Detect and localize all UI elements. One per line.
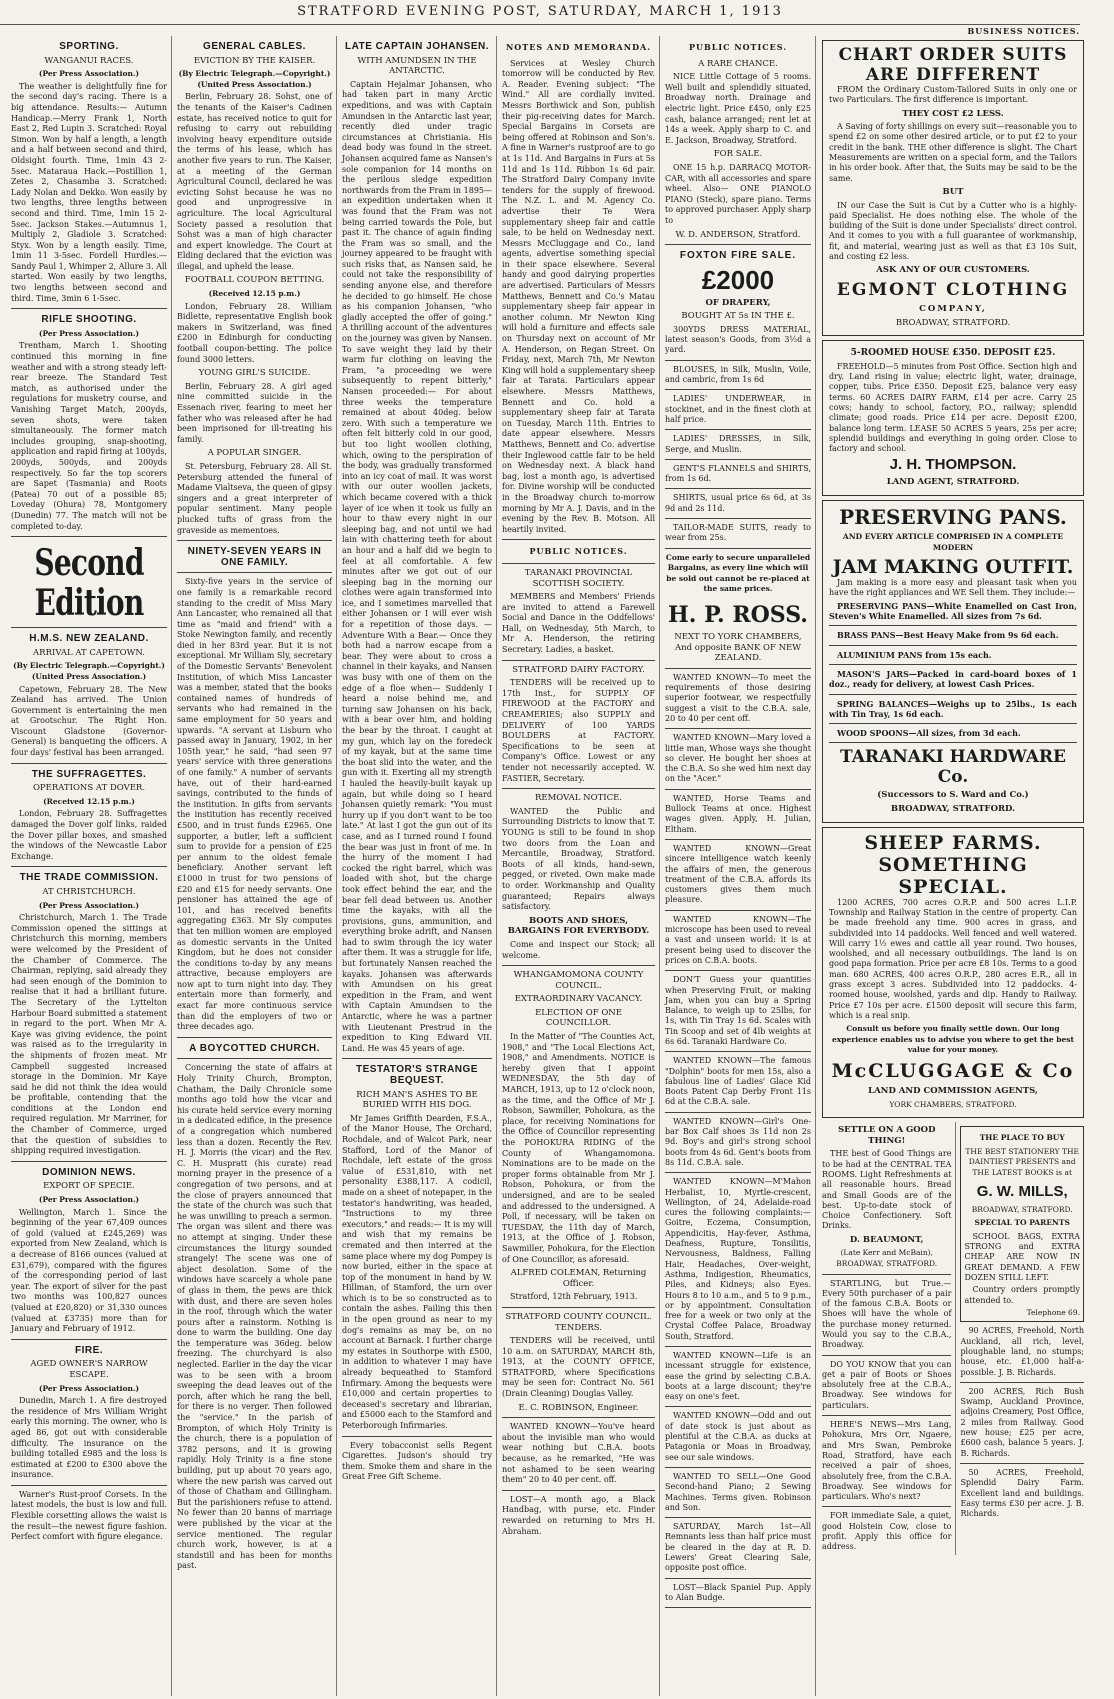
divider bbox=[502, 1417, 655, 1418]
advertiser-name: H. P. ROSS. bbox=[668, 602, 808, 628]
section-heading: PUBLIC NOTICES. bbox=[689, 42, 787, 52]
classified-ad: WANTED KNOWN—Life is an incessant struggle for existence, ease the grind by selecting C.B.A. boots at a large discount; they're easy on one's feet. bbox=[665, 1351, 811, 1402]
section-heading: THE SUFFRAGETTES. bbox=[31, 768, 147, 780]
ad-body: SCHOOL BAGS, EXTRA STRONG and EXTRA CHEAP ARE NOW IN GREAT DEMAND. A FEW DOZEN STILL LEFT. bbox=[964, 1231, 1080, 1282]
divider bbox=[665, 728, 811, 729]
ad-title: SOMETHING SPECIAL. bbox=[878, 853, 1028, 898]
divider bbox=[11, 1339, 167, 1340]
article-body: The weather is delightfully fine for the second day's racing. There is a big attendance. Results:— Autumn Handicap.—Merry Frank 1, North East 2, Red Lupin 3. Scratched: Royal Simon. Won by half a length, a length and a half between second and third, Oldsight fourth. Time, 1min 43 2-5sec. Mataraua Hack.—Postillion 1, Zetes 2, Chasamba 3. Scratched: Lady Nolan and Dekko. Won easily by two lengths, three lengths between second and third. Time, 1min 15 2-5sec. Jackson Stakes.—Autumnus 1, Multiply 2, Gladiole 3. Scratched: Styx. Won by a length easily. Time, 1min 11 3-5sec. Fordell Hurdles.—Sandy Paul 1, Whimper 2, Allure 3. All started. Won easily by two lengths, two lengths between second and third. Time, 3min 6 1-5sec. bbox=[11, 81, 167, 303]
article-body: St. Petersburg, February 28. All St. Petersburg attended the funeral of Madame Vialtseva, the queen of gipsy singers and a great interpreter of popular sentiment. Many people plucked tufts of grass from the graveside as mementoes. bbox=[177, 461, 332, 535]
advertiser-address: (Successors to S. Ward and Co.) bbox=[877, 790, 1029, 801]
chart-suits-ad bbox=[822, 40, 1084, 336]
divider bbox=[342, 1058, 492, 1059]
classified-ad: HERE'S NEWS—Mrs Lang, Pohokura, Mrs Orr, Ngaere, and Mrs Swan, Pembroke Road, Stratford, have each received a pair of shoes, absolutely free, from the C.B.A. Broadway. See windows for particulars. Who's next? bbox=[822, 1420, 952, 1502]
divider bbox=[502, 788, 655, 789]
divider bbox=[665, 459, 811, 460]
notice-signature: ALFRED COLEMAN, Returning Officer. bbox=[510, 1268, 647, 1289]
sale-heading: FOXTON FIRE SALE. bbox=[679, 250, 797, 262]
ad-body: IN our Case the Suit is Cut by a Cutter who is a highly-paid Specialist. He does nothing else. The whole of the building of the Suit is done under Specialists' direct control. And it comes to you with a full guarantee of workmanship, fit, and material, wearing just as well as that £3 10s Suit, and costing £2 less. bbox=[829, 200, 1077, 262]
divider bbox=[342, 1436, 492, 1437]
column-2 bbox=[174, 36, 335, 1696]
sale-item: LADIES' UNDERWEAR, in stockinet, and in the finest cloth at half price. bbox=[665, 394, 811, 424]
divider bbox=[665, 244, 811, 245]
divider bbox=[665, 910, 811, 911]
divider bbox=[665, 1172, 811, 1173]
preserving-pans-ad bbox=[822, 500, 1084, 823]
classified-ad: LOST—Black Spaniel Pup. Apply to Alan Budge. bbox=[665, 1582, 811, 1602]
divider bbox=[665, 1517, 811, 1518]
classified-list bbox=[665, 673, 811, 1608]
classified-ad: DO YOU KNOW that you can get a pair of Boots or Shoes absolutely free at the C.B.A., Broadway. See windows for particulars. bbox=[822, 1359, 952, 1410]
divider bbox=[11, 627, 167, 628]
sale-item: BLOUSES, in Silk, Muslin, Voile, and cambric, from 1s 6d bbox=[665, 364, 811, 385]
classified-ad: WANTED, Horse Teams and Bullock Teams at once. Highest wages given. Apply, H. Julian, Eltham. bbox=[665, 793, 811, 834]
divider bbox=[665, 389, 811, 390]
article-body: Mr James Griffith Dearden, F.S.A., of the Manor House, The Orchard, Rochdale, and of Walcot Park, near Stafford, Lord of the Manor of Rochdale, left estate of the gross value of £531,810, with net personality £388,117. A codicil, made on a sheet of notepaper, in the testator's handwriting, was headed, "Instructions to my three executors," and reads:— It is my will and wish that my remains be cremated and then interred at the same place where my dog Pompey is now buried, either in the space at top of the monument in hand by W. Hillman, of Stamford, the urn over which is to be so constructed as to contain the ashes. Failing this then in the open ground as near to my dog's remains as may be, on no account at Barnack. I further charge my estates in Southorpe with £500, in addition to whatever I may have already bequeathed to Stamford Infirmary. Among the bequests were £10,000 and certain properties to deceased's secretary and librarian, and £5000 each to the Stamford and Peterborough Infirmaries. bbox=[342, 1113, 492, 1430]
ad-subheading: THEY COST £2 LESS. bbox=[902, 108, 1004, 119]
sale-item: GENT'S FLANNELS and SHIRTS, from 1s 6d. bbox=[665, 463, 811, 484]
divider bbox=[11, 536, 167, 537]
classified-ad: WANTED KNOWN—The microscope has been used to reveal a vast and unseen world: it is at present being used to discover the prices on C.B.A. boots. bbox=[665, 914, 811, 965]
divider bbox=[665, 1406, 811, 1407]
divider bbox=[829, 742, 1077, 743]
divider bbox=[960, 1463, 1084, 1464]
article-heading: FOOTBALL COUPON BETTING. bbox=[184, 275, 325, 286]
article-body: London, February 28. William Bidlette, representative English book makers in Switzerland, was fined £200 in Edinburgh for conducting football coupon-betting. The police found 3000 letters. bbox=[177, 301, 332, 364]
byline: (Per Press Association.) bbox=[38, 1383, 140, 1393]
ad-title: THE PLACE TO BUY bbox=[979, 1133, 1065, 1143]
divider bbox=[665, 1346, 811, 1347]
ad-subheading: AND EVERY ARTICLE COMPRISED IN A COMPLETE MODERN bbox=[842, 531, 1064, 552]
column-6 bbox=[818, 36, 1088, 1696]
article-body: Capetown, February 28. The New Zealand has arrived. The Union Government is entertaining the men at Grootschur. The Right Hon. Viscount Gladstone (Governor-General) is banqueting the officers. A four days' festival has been arranged. bbox=[11, 684, 167, 758]
advertisement: Warner's Rust-proof Corsets. In the latest models, the bust is low and full. Flexible corsetting allows the waist is the result—the newest figure fashion. Perfect comfort with figure elegance. bbox=[11, 1489, 167, 1542]
column-3 bbox=[339, 36, 495, 1696]
divider bbox=[665, 488, 811, 489]
divider bbox=[11, 1161, 167, 1162]
advertiser-address: NEXT TO YORK CHAMBERS, And opposite BANK OF NEW ZEALAND. bbox=[674, 632, 802, 664]
classified-ad: STARTLING, but True.—Every 50th purchaser of a pair of the famous C.B.A. Boots or Shoes will have the whole of the purchase money returned. Would you say to the C.B.A., Broadway. bbox=[822, 1278, 952, 1350]
notice-heading: REMOVAL NOTICE. bbox=[534, 793, 623, 804]
classified-ad: 90 ACRES, Freehold, North Auckland, all rich, level, ploughable land, no stumps; house, etc. £1,000 half-a-possible. J. B. Richards. bbox=[960, 1326, 1084, 1377]
advertiser-name: EGMONT CLOTHING bbox=[836, 279, 1070, 300]
advertiser-address: YORK CHAMBERS, STRATFORD. bbox=[889, 1099, 1017, 1109]
classified-ad: WANTED TO SELL—One Good Second-hand Piano; 2 Sewing Machines. Terms given. Robinson and Son. bbox=[665, 1471, 811, 1512]
divider bbox=[665, 789, 811, 790]
ad-item: PRESERVING PANS—White Enamelled on Cast Iron, Steven's White Enamelled. All sizes from 7s 6d. bbox=[829, 600, 1077, 622]
sale-item: LADIES' DRESSES, in Silk, Serge, and Muslin. bbox=[665, 434, 811, 454]
bottom-right-ads bbox=[955, 1122, 1084, 1554]
article-body: Christchurch, March 1. The Trade Commission opened the sittings at Christchurch this morning, members were welcomed by the President of the Chamber of Commerce. The Chairman, replying, said already they had seen enough of the Dominion to realise that it had a brilliant future. The Secretary of the Lyttelton Harbour Board submitted a statement in regard to the port. When Mr A. Kaye was giving evidence, the point was raised as to the irregularity in the shipments of frozen meat. Mr Campbell suggested increased storage in the Dominion. Mr Kaye said he did not think the idea would be profitable, contending that the conditions at the London end required regulation. Mr Marriner, for the Chamber of Commerce, urged that the question of subsidies to shipping required investigation. bbox=[11, 913, 167, 1156]
masthead: STRATFORD EVENING POST, SATURDAY, MARCH 1, 1913 bbox=[0, 0, 1080, 25]
classified-ad: FOR immediate Sale, a quiet, good Holstein Cow, close to profit. Apply this office for address. bbox=[822, 1511, 952, 1552]
sale-amount: £2000 bbox=[701, 264, 775, 295]
ad-note: Consult us before you finally settle down. Our long experience enables us to advise you where to get the best value for your money. bbox=[832, 1024, 1074, 1055]
ad-body: THE BEST STATIONERY THE DAINTIEST PRESENTS and THE LATEST BOOKS is at bbox=[965, 1146, 1079, 1177]
divider bbox=[665, 429, 811, 430]
advertiser-address: LAND AND COMMISSION AGENTS, bbox=[868, 1085, 1038, 1096]
divider bbox=[11, 308, 167, 309]
ad-subheading: BUT bbox=[942, 186, 964, 197]
advertiser-address: BROADWAY, STRATFORD. bbox=[971, 1204, 1073, 1214]
notice-heading: WHANGAMOMONA COUNTY COUNCIL. bbox=[513, 970, 644, 991]
divider bbox=[822, 1506, 951, 1507]
section-heading: TESTATOR'S STRANGE BEQUEST. bbox=[356, 1064, 478, 1086]
notice-body: MEMBERS and Members' Friends are invited to attend a Farewell Social and Dance in the Oddfellows' Hall, on Wednesday, 5th March, to Mr A. Henderson, the retiring Secretary. Ladies, a basket. bbox=[502, 592, 655, 655]
article-heading: WANGANUI RACES. bbox=[44, 55, 134, 66]
article-heading: A POPULAR SINGER. bbox=[207, 448, 302, 459]
notice-body: TENDERS will be received up to 17th Inst., for SUPPLY OF FIREWOOD at the FACTORY and CREAMERIES; also SUPPLY and DELIVERY of 100 YARDS BOULDERS at FACTORY. Specifications to be seen at Company's Office. Lowest or any tender not necessarily accepted. W. FASTIER, Secretary. bbox=[502, 678, 655, 783]
article-heading: RICH MAN'S ASHES TO BE BURIED WITH HIS DOG. bbox=[356, 1089, 478, 1111]
divider bbox=[502, 1307, 655, 1308]
ad-title: SETTLE ON A GOOD THING! bbox=[837, 1125, 936, 1146]
ad-item: MASON'S JARS—Packed in card-board boxes of 1 doz., ready for delivery, at lowest Cash Prices. bbox=[829, 668, 1077, 690]
divider bbox=[177, 1058, 332, 1059]
ad-title: ARE DIFFERENT bbox=[865, 65, 1041, 85]
sale-note: Come early to secure unparalleled Bargains, as every line which will be sold out cannot be re-placed at the same prices. bbox=[665, 552, 811, 594]
byline: (Per Press Association.) bbox=[38, 328, 140, 338]
classified-ad: WANTED KNOWN—Girl's One-bar Box Calf shoes 3s 11d non 2s 9d. Boy's and girl's strong school boots from 4s 6d. Gent's boots from 8s 11d. C.B.A. sale. bbox=[665, 1116, 811, 1167]
divider bbox=[829, 625, 1077, 626]
ad-title: CHART ORDER SUITS bbox=[838, 45, 1068, 65]
divider bbox=[665, 839, 811, 840]
section-heading: NOTES AND MEMORANDA. bbox=[505, 42, 651, 52]
article-body: Services at Wesley Church tomorrow will be conducted by Rev. A. Reader. Evening subject: "The Wind." All are cordially invited. Messrs Borthwick and Son, publish their pig-receiving dates for March. Special Bargains in Corsets are being offered at Robinson and Son's. A fine in Warner's rustproof are to go at 1s 11d. And Bargains in Furs at 5s 11d and 1s 11d. Ribbon 1s 6d pair. The Stratford Dairy Company invite tenders for the supply of firewood. The N.Z. L. and M. Agency Co. advertise their Te Wera supplementary sheep fair and cattle sale, to be held on Wednesday next. Messrs McCluggage and Co., land agents, advertise something special in their space elsewhere. Several handy and good dairying properties are advertised. Particulars of Messrs Matthews, Bennett and Co.'s Matau supplementary sheep fair appear in another column. Mr Newton King will hold a furniture and effects sale on Thursday next on account of Mr A. Henderson, on Regan Street. On Friday, next, March 7th, Mr Newton King will hold a supplementary sheep fair at Tarata. Particulars appear elsewhere. Messrs Matthews, Bennett and Co. hold a supplementary sheep fair at Tarata on Tuesday, March 11th. Entries to date appear elsewhere. Messrs Matthews, Bennett and Co. advertise their Inglewood cattle fair to be held on Wednesday next. A black hand bag, lost a month ago, is advertised for. Divine worship will be conducted in the Broadway church to-morrow morning by Mr A. J. Davis, and in the evening by the Rev. B. Motson. All heartily invited. bbox=[502, 58, 655, 534]
ad-body: Jam making is a more easy and pleasant task when you have the right appliances and WE Sell them. They include:— bbox=[829, 578, 1077, 598]
ad-item: BRASS PANS—Best Heavy Make from 9s 6d each. bbox=[837, 630, 1059, 641]
byline: (Received 12.15 p.m.) bbox=[208, 289, 301, 299]
ad-item-list bbox=[829, 601, 1077, 744]
business-notices-label: BUSINESS NOTICES. bbox=[967, 26, 1080, 36]
section-heading: THE TRADE COMMISSION. bbox=[19, 872, 159, 884]
ad-title: PRESERVING PANS. bbox=[839, 504, 1067, 529]
advertiser-name: TARANAKI HARDWARE Co. bbox=[839, 747, 1066, 788]
divider bbox=[665, 548, 811, 549]
notice-heading: STRATFORD DAIRY FACTORY. bbox=[512, 664, 645, 675]
bottom-left-ads bbox=[822, 1122, 951, 1554]
divider bbox=[502, 660, 655, 661]
advertisement: Every tobacconist sells Regent Cigarettes. Judson's should try them. Smoke them and share in the Great Free Gift Scheme. bbox=[342, 1440, 492, 1482]
classified-ad: WANTED KNOWN—Odd and out of date stock is just about as plentiful at the C.B.A. as ducks at Patagonia or Moas in Broadway, see our sale windows. bbox=[665, 1411, 811, 1462]
second-edition-banner: Second Edition bbox=[34, 542, 144, 625]
divider bbox=[665, 1607, 811, 1608]
article-body: Berlin, February 28. Sohst, one of the tenants of the Kaiser's Cadinen estate, has received notice to quit for refusing to carry out rebuilding involving heavy expenditure outside the terms of his lease, which has another five years to run. The Kaiser, at a meeting of the German Agricultural Council, declared he was evicting Sohst because he was no good and unprogressive in agriculture. The local Agricultural Society passed a resolution that Sohst was a man of high character and expert knowledge. The Court at Elding declared that the eviction was illegal, and upheld the lease. bbox=[177, 92, 332, 271]
classified-ad: LOST—A month ago, a Black Handbag, with purse, etc. Finder rewarded on returning to Mrs H. Abraham. bbox=[502, 1494, 655, 1536]
article-heading: ARRIVAL AT CAPETOWN. bbox=[33, 647, 145, 658]
divider bbox=[960, 1382, 1084, 1383]
divider bbox=[502, 539, 655, 540]
article-body: Wellington, March 1. Since the beginning of the year 67,409 ounces of gold (valued at £245,269) was exported from New Zealand, which is a decrease of 8166 ounces (valued at £31,679), compared with the figures of the corresponding period of last year. The export of silver for the past two months was 100,827 ounces (valued at £20,820) or 31,330 ounces (valued at £3735) more than for January and February of 1912. bbox=[11, 1207, 167, 1334]
byline: (Received 12.15 p.m.) bbox=[43, 796, 135, 806]
notice-body: ONE 15 h.p. DARRACQ MOTOR-CAR, with all accessories and spare wheel. Also— ONE PIANOLO PIANO (Steck), spare piano. Terms to approved purchaser. Apply sharp to bbox=[665, 162, 811, 225]
notice-body: NICE Little Cottage of 5 rooms. Well built and splendidly situated, Broadway north. Drainage and electric light. Price £450, only £25 cash, balance arranged; rent let at 14s a week. Apply sharp to C. and E. Jackson, Broadway, Stratford. bbox=[665, 72, 811, 145]
byline: (Per Press Association.) bbox=[38, 900, 140, 910]
notice-body: Come and inspect our Stock; all welcome. bbox=[502, 939, 655, 960]
ad-item: SPRING BALANCES—Weighs up to 25lbs., 1s each with Tin Tray, 1s 6d each. bbox=[829, 698, 1077, 719]
divider bbox=[665, 1051, 811, 1052]
article-heading: YOUNG GIRL'S SUICIDE. bbox=[198, 368, 311, 379]
article-heading: EXPORT OF SPECIE. bbox=[43, 1181, 135, 1192]
classified-ad: 200 ACRES, Rich Bush Swamp, Auckland Province, adjoins Creamery, Post Office, 2 miles from Railway. Good new house; £25 per acre, £600 cash, balance 5 years. J. B. Richards. bbox=[960, 1386, 1084, 1458]
section-heading: A BOYCOTTED CHURCH. bbox=[189, 1042, 320, 1054]
ad-telephone: Telephone 69. bbox=[1026, 1307, 1080, 1317]
article-body: Concerning the state of affairs at Holy Trinity Church, Brompton, Chatham, the Daily Chronicle some months ago told how the vicar and his curate held service every morning in a dedicated edifice, in the presence of a congregation which numbered less than a dozen. Recently the Rev. H. J. Morris (the vicar) and the Rev. C. H. Muspratt (his curate) read morning prayer in the presence of a congregation of two persons, and at the close of prayers announced that the state of the church was such that he was unwilling to preach a sermon. The organ was silent and there was no attempt at singing. Under these circumstances the liturgy sounded strangely! The scene was one of abject desolation. Some of the windows have scarcely a whole pane of glass in them, the pews are thick with dust, and there are seven holes in the roof, through which the water pours after a rainstorm. Nothing is done to warm the building. One day the temperature was 36deg. below freezing. The churchyard is also neglected. Earlier in the day the vicar was to be seen with a broom sweeping the dead leaves out of the porch, after which he rang the bell, for there is no verger. Then followed the "service." In the parish of Brompton, of which Holy Trinity is the church, there is a population of 3782 persons, and it is growing rapidly. Holy Trinity is a fine stone building, put up about 70 years ago, where the new parish was carved out of those of Chatham and Gillingham. But the parishioners refuse to attend. No fewer than 20 banns of marriage were published by the vicar at the service mentioned. The regular church work, however, is at a standstill and has been for months past. bbox=[177, 1063, 332, 1571]
bottom-ads-row bbox=[822, 1122, 1084, 1554]
article-body: Sixty-five years in the service of one family is a remarkable record standing to the credit of Miss Mary Ann Lancaster, who remained all that time as "maid and friend" with a Stoke Newington family, and recently died in her 83rd year. But it is not exceptional. Mr William Sly, secretary of the Domestic Servants' Benevolent Institution, of which Miss Lancaster was a member, stated that the books contained names of hundreds of servants who had remained in the same employment for 50 years and upwards. "A servant at Lisburn who passed away in January, 1902, in her 105th year," he said, "had seen 97 years' service with three generations of one family." A number of servants have, out of their hard-earned savings, contributed to the funds of the institution. In gifts from servants the institution has recently received £500, and in trust funds £2965. One supporter, a butler, left a sufficient sum to provide for a pension of £25 per annum to the oldest female beneficiary. Another servant left £1000 in trust for two pensions of £20 and £15 for needy servants. One pensioner has attained the age of 101, and has received benefits aggregating £363. Mr Sly computes that ten million women are employed as domestic servants in the United Kingdom, but he does not consider the conditions to-day by any means attractive, because employers are now apt to turn night into day. They entertain more than formerly, and exact far more continuous service than did the employers of two or three decades ago. bbox=[177, 577, 332, 1032]
byline: (By Electric Telegraph.—Copyright.) (United Press Association.) bbox=[178, 69, 331, 89]
divider bbox=[665, 1112, 811, 1113]
notice-body: WANTED the Public and Surrounding Districts to know that T. YOUNG is still to be found in shop two doors from the Loan and Mercantile, Broadway, Stratford. Boots of all kinds, hand-sewn, pegged, or riveted. Own make made to order. Workmanship and Quality guaranteed; Repairs always satisfactory. bbox=[502, 806, 655, 912]
sale-item: 300YDS DRESS MATERIAL, latest season's Goods, from 3½d a yard. bbox=[665, 324, 811, 355]
divider bbox=[177, 572, 332, 573]
article-body: Dunedin, March 1. A fire destroyed the residence of Mrs William Wright early this morning. The owner, who is aged 86, got out with considerable difficulty. The insurance on the building totalled £985 and the loss is estimated at £200 to £300 above the insurance. bbox=[11, 1396, 167, 1480]
ad-subheading: ASK ANY OF OUR CUSTOMERS. bbox=[876, 265, 1030, 276]
section-heading: GENERAL CABLES. bbox=[203, 41, 306, 52]
sheep-farms-ad bbox=[822, 827, 1084, 1119]
article-body: London, February 28. Suffragettes damaged the Dover golf links, raided the Dover pillar boxes, and smashed the windows of the Newcastle Labor Exchange. bbox=[11, 809, 167, 861]
column-rule bbox=[815, 36, 816, 1696]
divider bbox=[829, 723, 1077, 724]
classified-ad: WANTED KNOWN—To meet the requirements of those desiring superior footwear, we respectfully suggest a visit to the C.B.A. sale, 20 to 40 per cent off. bbox=[665, 672, 811, 723]
advertiser-address: BROADWAY, STRATFORD. bbox=[895, 317, 1011, 328]
classified-ad: 50 ACRES, Freehold, Splendid Dairy Farm. Excellent land and buildings. Easy terms £30 per acre. J. B. Richards. bbox=[960, 1467, 1084, 1519]
classified-ad: WANTED KNOWN—You've heard about the invisible man who would wear nothing but C.B.A. boots because, as he remarked, "He was not ashamed to be seen wearing them" 20 to 40 per cent. off. bbox=[502, 1422, 655, 1485]
advertiser-name: COMPANY, bbox=[919, 303, 987, 314]
divider bbox=[665, 360, 811, 361]
notice-heading: TARANAKI PROVINCIAL SCOTTISH SOCIETY. bbox=[524, 567, 633, 589]
ad-title: JAM MAKING OUTFIT. bbox=[832, 556, 1074, 579]
column-rule bbox=[659, 36, 660, 1696]
classified-ad: WANTED KNOWN—M'Mahon Herbalist, 10, Myrtle-crescent, Wellington, of 24, Adelaide-road cures the following complaints:—Goitre, Eczema, Consumption, Appendicitis, Hay-fever, Asthma, Deafness, Rupture, Tonsilitis, Nervousness, Baldness, Falling Hair, Headaches, Over-weight, Asthma, Indigestion, Rheumatics, Piles, and Kidneys; also Eyes. Hours 8 to 10 a.m., and 5 to 9 p.m., or by appointment. Consultation free for a week or two only at the Crystal Coffee Palace, Broadway South, Stratford. bbox=[665, 1177, 811, 1341]
divider bbox=[665, 518, 811, 519]
notice-heading: STRATFORD COUNTY COUNCIL. TENDERS. bbox=[505, 1311, 652, 1333]
column-rule bbox=[336, 36, 337, 1696]
divider bbox=[11, 866, 167, 867]
classified-ad: WANTED KNOWN—Great sincere intelligence watch keenly the affairs of men, the generous treatment of the C.B.A. affords its customers gives them much pleasure. bbox=[665, 843, 811, 905]
column-rule bbox=[496, 36, 497, 1696]
advertiser-name: G. W. MILLS, bbox=[976, 1182, 1068, 1200]
ad-body: 1200 ACRES, 700 acres O.R.P. and 500 acres L.I.P. Township and Railway Station in the centre of property. Can be made freehold any time. 900 acres in grass, and subdivided into 14 paddocks. Well fenced and well watered. Will carry 1½ ewes and cattle all year round. Two houses, woolshed, and all necessary outbuildings. The land is on good papa formation. Price per acre £8 10s. Terms to a good man. 680 ACRES, 400 acres O.R.P., 280 acres E.R., all in grass except 3 acres. Subdivided into 12 paddocks. 4-roomed house, woolshed, yards and dip. Handy to Railway. Price £7 10s per acre. £1500 deposit will secure this farm, which is a real snip. bbox=[829, 897, 1077, 1020]
article-heading: WITH AMUNDSEN IN THE ANTARCTIC. bbox=[357, 55, 477, 77]
divider bbox=[822, 1415, 951, 1416]
ad-title: SHEEP FARMS. bbox=[864, 831, 1042, 854]
divider bbox=[829, 694, 1077, 695]
divider bbox=[11, 763, 167, 764]
mills-ad bbox=[960, 1126, 1084, 1322]
ad-item: WOOD SPOONS—All sizes, from 3d each. bbox=[837, 728, 1021, 739]
section-heading: FIRE. bbox=[74, 1344, 104, 1356]
sale-subheading: OF DRAPERY, bbox=[705, 297, 771, 308]
sale-subheading: BOUGHT AT 5s IN THE £. bbox=[681, 311, 795, 322]
divider bbox=[502, 1490, 655, 1491]
notice-tagline: BOOTS AND SHOES, BARGAINS FOR EVERYBODY. bbox=[507, 915, 650, 937]
divider bbox=[829, 645, 1077, 646]
section-heading: PUBLIC NOTICES. bbox=[529, 546, 628, 557]
divider bbox=[177, 540, 332, 541]
classified-ad: WANTED KNOWN—The famous "Dolphin" boots for men 15s, also a fabulous line of Ladies' Glace Kid Boots Patent Cap Derby Front 11s 6d at the C.B.A. sale. bbox=[665, 1056, 811, 1107]
notice-heading: FOR SALE. bbox=[713, 149, 763, 160]
ad-body: FROM the Ordinary Custom-Tailored Suits in only one or two Particulars. The first difference is important. bbox=[829, 85, 1077, 105]
article-body: Trentham, March 1. Shooting continued this morning in fine weather and with a strong steady left-rear breeze. The Standard Test match, as authorised under the regulations for musketry course, and Vanishing Target Match, 200yds, seven shots, were taken simultaneously. The former match includes grouping, snap-shooting, application and rapid firing at 100yds, 200yds, 500yds, and 200yds respectively. So far the top scorers are Sapet (Tasmania) and Roots (Patea) 70 out of a possible 85; Loveday (Ohura) 78, Montgomery (Dunedin) 77. The match will not be completed to-day. bbox=[11, 341, 167, 531]
divider bbox=[665, 668, 811, 669]
byline: (Per Press Association.) bbox=[38, 69, 140, 79]
advertiser-address: (Late Kerr and McBain), BROADWAY, STRATFORD. bbox=[836, 1248, 938, 1268]
divider bbox=[822, 1355, 951, 1356]
classified-ad: WANTED KNOWN—Mary loved a little man, Whose ways she thought so clever. He bought her shoes at the C.B.A. So she wed him next day on the "Acer." bbox=[665, 733, 811, 784]
column-4 bbox=[499, 36, 658, 1696]
notice-body: TENDERS will be received, until 10 a.m. on SATURDAY, MARCH 8th, 1913, at the COUNTY OFFICE, STRATFORD, where Specifications may be seen for: Contract No. 561 (Drain Cleaning) Douglas Valley. bbox=[502, 1336, 655, 1399]
divider bbox=[665, 1578, 811, 1579]
sale-item: TAILOR-MADE SUITS, ready to wear from 25s. bbox=[665, 523, 811, 543]
ad-body: Country orders promptly attended to. bbox=[964, 1285, 1080, 1305]
section-heading: RIFLE SHOOTING. bbox=[41, 314, 137, 326]
classified-ad: DON'T Guess your quantities when Preserving Fruit, or making Jam, when you can buy a Spring Balance, to weigh up to 25lbs, for 1s, with Tin Tray 1s 6d. Scales with Tin Scoop and set of 4lb weights at 6s 6d. Taranaki Hardware Co. bbox=[665, 975, 811, 1046]
article-body: Captain Hejalmar Johansen, who had taken part in many Arctic expeditions, and was with Captain Amundsen in the Antarctic last year, recently died under tragic circumstances at Christiania. His dead body was found in the street. Johansen acquired fame as Nansen's sole companion for 14 months on the perilous sledge expedition northwards from the Fram in 1895—an expedition undertaken when it was found that the Fram was not being carried towards the Pole, but past it. The chance of again finding the Fram was so small, and the journey appeared to be fraught with such risks that, as Nansen said, he could not take the responsibility of sending anyone else, and therefore he decided to go himself. He chose as his companion Johansen, "who gladly accepted the offer of going." A thrilling account of the adventures on the journey was given by Nansen. To save weight they laid by their warm fur clothing on leaving the Fram, "a proceeding we were subsequently to repent bitterly," Nansen proceeded:— For about three weeks the temperature remained at about 40deg. below zero. With such a temperature we often felt bitterly cold in our good, but too light woollen clothing, which, owing to the perspiration of the body, was gradually transformed into an icy coat of mail. It was worst with our outer woollen jackets, which became covered with a thick layer of ice when it took us fully an hour to thaw every night in our sleeping bag, and not until we had lain with chattering teeth for about an hour and a half did we begin to feel at all comfortable. A few minutes after we got out of our sleeping bag in the morning our clothes were again transformed into ice, and I sometimes marvelled that either Johansen or I will ever wish for a repetition of those days. —Adventure With a Bear.— Once they both had a narrow escape from a bear. They were about to cross a channel in their kayaks, and Nansen was busy with one of them on the edge of a floe when— Suddenly I heard a noise behind me, and turning saw Johansen on his back, with a bear over him, and holding the bear by the throat. I caught at my gun, which lay on the foredeck of my kayak, but at the same time the boat slid into the water, and the gun with it. Exerting all my strength I hauled the heavily-built kayak up again, but while doing so I heard Johansen quietly remark: "You must hurry up if you don't want to be too late." At last I got the gun out of its case, and as I turned round I found the bear was just in front of me. In the hurry of the moment I had cocked the right barrel, which was loaded with shot, but the charge took effect behind the ear, and the bear fell dead between us. Another time the kayaks, with all the provisions, guns, ammunition, and everything broke adrift, and Nansen had to swim through the icy water after them. It was a struggle for life, but fortunately Nansen reached the kayaks. Johansen was afterwards with Amundsen on his great expedition in the Fram, and went with Captain Amundsen to the Antarctic, where he was a partner with Lieutenant Prestrud in the expedition to King Edward VII. Land. He was 45 years of age. bbox=[342, 79, 492, 1053]
notice-body: In the Matter of "The Counties Act, 1908," and "The Local Elections Act, 1908," and Amendments. NOTICE is hereby given that I appoint WEDNESDAY, the 5th day of MARCH, 1913, up to 12 o'clock noon, as the time, and the Office of Mr J. Robson, Sawmiller, Pohokura, as the place, for receiving Nominations for the Office of Councillor representing the POHOKURA RIDING of the County of Whangamomona. Nominations are to be made on the proper forms obtainable from Mr J. Robson, Pohokura, or from the undersigned, and are to be sealed and addressed to the undersigned. A Poll, if necessary, will be taken on TUESDAY, the 11th day of March, 1913, at the Office of J. Robson, Sawmiller, Pohokura, for the Election of One Councillor, as aforesaid. bbox=[502, 1032, 655, 1264]
ad-title: 5-ROOMED HOUSE £350. DEPOSIT £25. bbox=[850, 348, 1056, 359]
section-heading: SPORTING. bbox=[59, 41, 119, 52]
advertiser-name: McCLUGGAGE & Co bbox=[831, 1059, 1075, 1082]
advertiser-address: LAND AGENT, STRATFORD. bbox=[886, 477, 1020, 488]
notice-signature: E. C. ROBINSON, Engineer. bbox=[518, 1402, 639, 1413]
notice-subheading: ELECTION OF ONE COUNCILLOR. bbox=[535, 1007, 622, 1029]
section-heading: H.M.S. NEW ZEALAND. bbox=[29, 633, 149, 645]
divider bbox=[665, 1467, 811, 1468]
advertiser-address: BROADWAY, STRATFORD. bbox=[890, 804, 1016, 815]
divider bbox=[502, 563, 655, 564]
notice-date: Stratford, 12th February, 1913. bbox=[510, 1292, 638, 1302]
notice-subheading: EXTRAORDINARY VACANCY. bbox=[514, 994, 643, 1005]
classified-ad: SATURDAY, March 1st—All Remnants less than half price must be cleared in the day at R. D. Lewers' Great Clearing Sale, opposite post office. bbox=[665, 1522, 811, 1573]
divider bbox=[829, 664, 1077, 665]
ad-subheading: SPECIAL TO PARENTS bbox=[974, 1218, 1070, 1228]
divider bbox=[665, 970, 811, 971]
advertiser-name: D. BEAUMONT, bbox=[849, 1234, 924, 1245]
advertiser-name: J. H. THOMPSON. bbox=[889, 456, 1017, 474]
article-heading: AT CHRISTCHURCH. bbox=[42, 887, 136, 897]
divider bbox=[502, 965, 655, 966]
notice-signature: W. D. ANDERSON, Stratford. bbox=[675, 229, 801, 240]
ad-item: ALUMINIUM PANS from 15s each. bbox=[837, 649, 992, 660]
section-heading: LATE CAPTAIN JOHANSEN. bbox=[345, 41, 489, 52]
article-heading: OPERATIONS AT DOVER. bbox=[32, 783, 146, 794]
section-heading: NINETY-SEVEN YEARS IN ONE FAMILY. bbox=[187, 546, 322, 568]
ad-body: A Saving of forty shillings on every suit—reasonable you to spend £2 on some other desired article, or to put £2 to your credit in the bank. THE other difference is slight. The Chart Measurements are written on a special form, and the Tailors in his order book. After that, the Suits may be said to be the same. bbox=[829, 122, 1077, 183]
ad-body: FREEHOLD—5 minutes from Post Office. Section high and dry. Land rising in value; electric light, water, drainage, copper, tubs. Price £350. Deposit £25, balance very easy terms. 60 ACRES DAIRY FARM, £14 per acre. Carry 25 cows; handy to school, factory, P.O., railway; splendid climate; good roads. Price £14 per acre. Deposit £200, balance long term. LEASE 50 ACRES 5 years, 25s per acre; splendid buildings and everything in going order. Close to factory and school. bbox=[829, 361, 1077, 454]
article-body: Berlin, February 28. A girl aged nine committed suicide in the Essenach river, fearing to meet her father who was released after he had been imprisoned for ill-treating his family. bbox=[177, 381, 332, 444]
divider bbox=[177, 1037, 332, 1038]
divider bbox=[822, 1274, 951, 1275]
sale-items bbox=[665, 325, 811, 549]
sale-item: SHIRTS, usual price 6s 6d, at 3s 9d and 2s 11d. bbox=[665, 493, 811, 513]
house-ad bbox=[822, 340, 1084, 496]
article-heading: AGED OWNER'S NARROW ESCAPE. bbox=[30, 1359, 148, 1380]
column-5 bbox=[662, 36, 814, 1696]
column-1 bbox=[8, 36, 170, 1696]
byline: (By Electric Telegraph.—Copyright.) (United Press Association.) bbox=[13, 661, 165, 681]
section-heading: DOMINION NEWS. bbox=[42, 1166, 136, 1178]
ad-body: THE best of Good Things are to be had at the CENTRAL TEA ROOMS. Light Refreshments at all reasonable hours. Bread and Small Goods are of the best. Up-to-date stock of Choice Confectionery. Soft Drinks. bbox=[822, 1149, 952, 1231]
article-heading: EVICTION BY THE KAISER. bbox=[193, 55, 316, 66]
notice-heading: A RARE CHANCE. bbox=[698, 58, 778, 69]
column-rule bbox=[171, 36, 172, 1696]
divider bbox=[11, 1485, 167, 1486]
byline: (Per Press Association.) bbox=[38, 1195, 140, 1205]
